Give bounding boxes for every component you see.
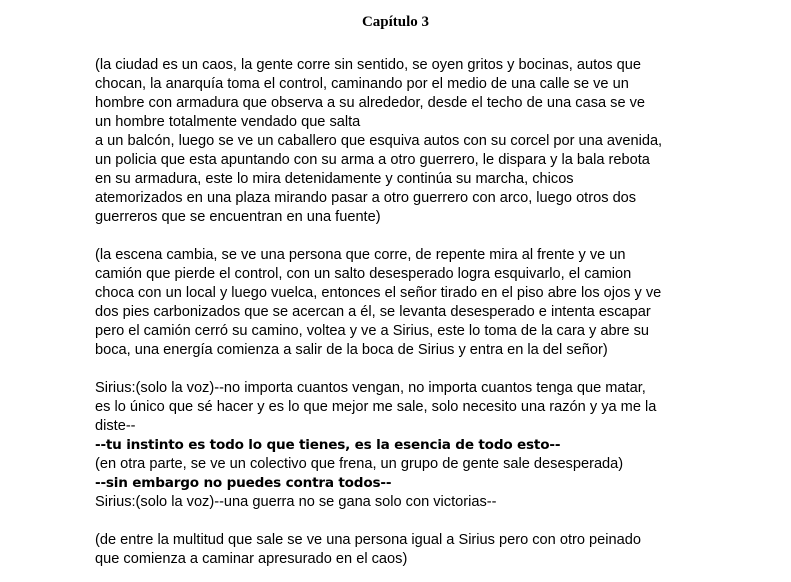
text-line: a un balcón, luego se ve un caballero que esquiva autos con su corcel por una avenida, — [95, 133, 663, 149]
text-line: boca, una energía comienza a salir de la boca de Sirius y entra en la del señor) — [95, 342, 608, 358]
text-line: choca con un local y luego vuelca, entonces el señor tirado en el piso abre los ojos y ve — [95, 285, 662, 301]
text-line: hombre con armadura que observa a su alrededor, desde el techo de una casa se ve — [95, 95, 646, 111]
text-line: atemorizados en una plaza mirando pasar a otro guerrero con arco, luego otros dos — [95, 190, 637, 206]
text-line: un policia que esta apuntando con su arma a otro guerrero, le dispara y la bala rebota — [95, 152, 650, 168]
text-line: dos pies carbonizados que se acercan a él, se levanta desesperado e intenta escapar — [95, 304, 651, 320]
paragraph-gap — [95, 360, 785, 379]
document-body — [95, 56, 785, 569]
paragraph-dialogue — [95, 379, 785, 512]
dialogue-line: diste-- — [95, 418, 136, 434]
dialogue-line: Sirius:(solo la voz)--no importa cuantos vengan, no importa cuantos tenga que matar, — [95, 380, 646, 396]
stage-direction-line: (en otra parte, se ve un colectivo que frena, un grupo de gente sale desesperada) — [95, 456, 624, 472]
paragraph-scene-crowd — [95, 531, 785, 569]
text-line: que comienza a caminar apresurado en el caos) — [95, 551, 408, 567]
chapter-title: Capítulo 3 — [361, 14, 430, 30]
text-line: pero el camión cerró su camino, voltea y ve a Sirius, este lo toma de la cara y abre su — [95, 323, 650, 339]
paragraph-gap — [95, 512, 785, 531]
text-line: (de entre la multitud que sale se ve una persona igual a Sirius pero con otro peinado — [95, 532, 641, 548]
text-line: en su armadura, este lo mira detenidamente y continúa su marcha, chicos — [95, 171, 574, 187]
text-line: (la ciudad es un caos, la gente corre sin sentido, se oyen gritos y bocinas, autos que — [95, 57, 641, 73]
text-line: camión que pierde el control, con un salto desesperado logra esquivarlo, el camion — [95, 266, 632, 282]
text-line: un hombre totalmente vendado que salta — [95, 114, 361, 130]
paragraph-scene-truck — [95, 246, 785, 360]
text-line: (la escena cambia, se ve una persona que corre, de repente mira al frente y ve un — [95, 247, 626, 263]
emphasized-dialogue-line: --tu instinto es todo lo que tienes, es la esencia de todo esto-- — [95, 437, 561, 453]
paragraph-scene-city — [95, 56, 785, 227]
dialogue-line: Sirius:(solo la voz)--una guerra no se gana solo con victorias-- — [95, 494, 497, 510]
dialogue-line: es lo único que sé hacer y es lo que mejor me sale, solo necesito una razón y ya me la — [95, 399, 657, 415]
paragraph-gap — [95, 227, 785, 246]
emphasized-dialogue-line: --sin embargo no puedes contra todos-- — [95, 475, 392, 491]
text-line: guerreros que se encuentran en una fuente) — [95, 209, 381, 225]
text-line: chocan, la anarquía toma el control, caminando por el medio de una calle se ve un — [95, 76, 629, 92]
